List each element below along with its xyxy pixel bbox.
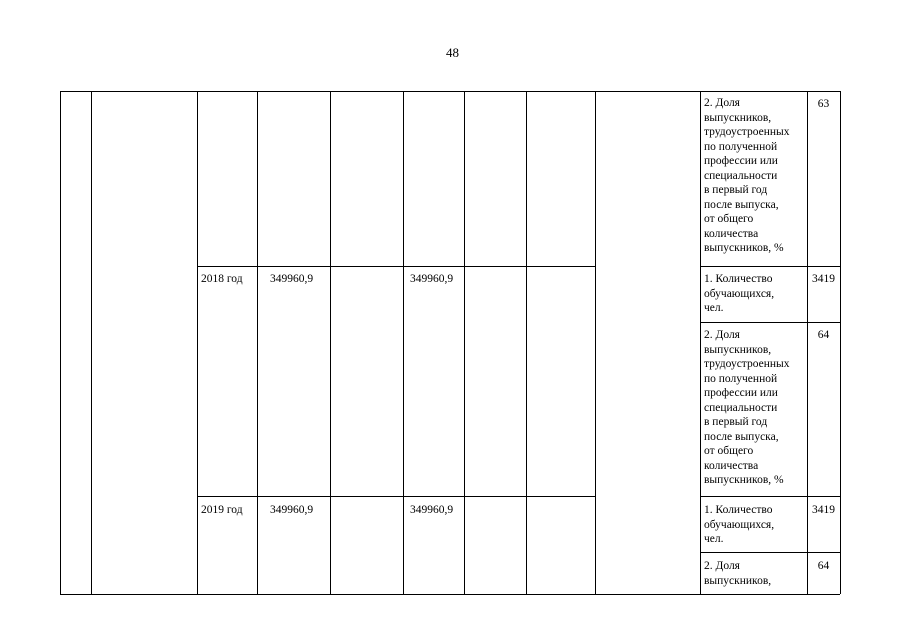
indicator-value: 3419 xyxy=(812,504,835,516)
indicator-text: 2. Доля выпускников, xyxy=(704,560,772,587)
table-top-border xyxy=(60,91,840,92)
indicator-text: 2. Доля выпускников, трудоустроенных по полученной профессии или специальности в первый год после выпуска, от общего количества выпускников, % xyxy=(704,97,790,254)
table-bottom-border xyxy=(60,594,840,595)
column-divider xyxy=(526,91,527,594)
indicator-text: 1. Количество обучающихся, чел. xyxy=(704,504,775,545)
indicator-value: 63 xyxy=(817,98,830,110)
indicator-text: 1. Количество обучающихся, чел. xyxy=(704,273,775,314)
amount-cell: 349960,9 xyxy=(410,504,454,516)
amount-cell: 349960,9 xyxy=(410,273,454,285)
indicator-value: 64 xyxy=(817,329,830,341)
column-divider xyxy=(197,91,198,594)
page-number: 48 xyxy=(446,45,459,60)
amount-cell: 349960,9 xyxy=(270,273,314,285)
column-divider xyxy=(403,91,404,594)
indicator-divider xyxy=(700,552,840,553)
row-divider xyxy=(700,496,840,497)
column-divider xyxy=(700,91,701,594)
column-divider xyxy=(257,91,258,594)
column-divider xyxy=(464,91,465,594)
row-divider xyxy=(700,266,840,267)
column-divider xyxy=(595,91,596,594)
column-divider xyxy=(60,91,61,594)
indicator-value: 3419 xyxy=(812,273,835,285)
column-divider xyxy=(91,91,92,594)
indicator-value: 64 xyxy=(817,560,830,572)
year-cell: 2018 год xyxy=(201,273,243,285)
column-divider xyxy=(330,91,331,594)
indicator-text: 2. Доля выпускников, трудоустроенных по полученной профессии или специальности в первый год после выпуска, от общего количества выпускников, % xyxy=(704,329,790,486)
table-right-border xyxy=(840,91,841,594)
indicator-divider xyxy=(700,322,840,323)
year-cell: 2019 год xyxy=(201,504,243,516)
amount-cell: 349960,9 xyxy=(270,504,314,516)
